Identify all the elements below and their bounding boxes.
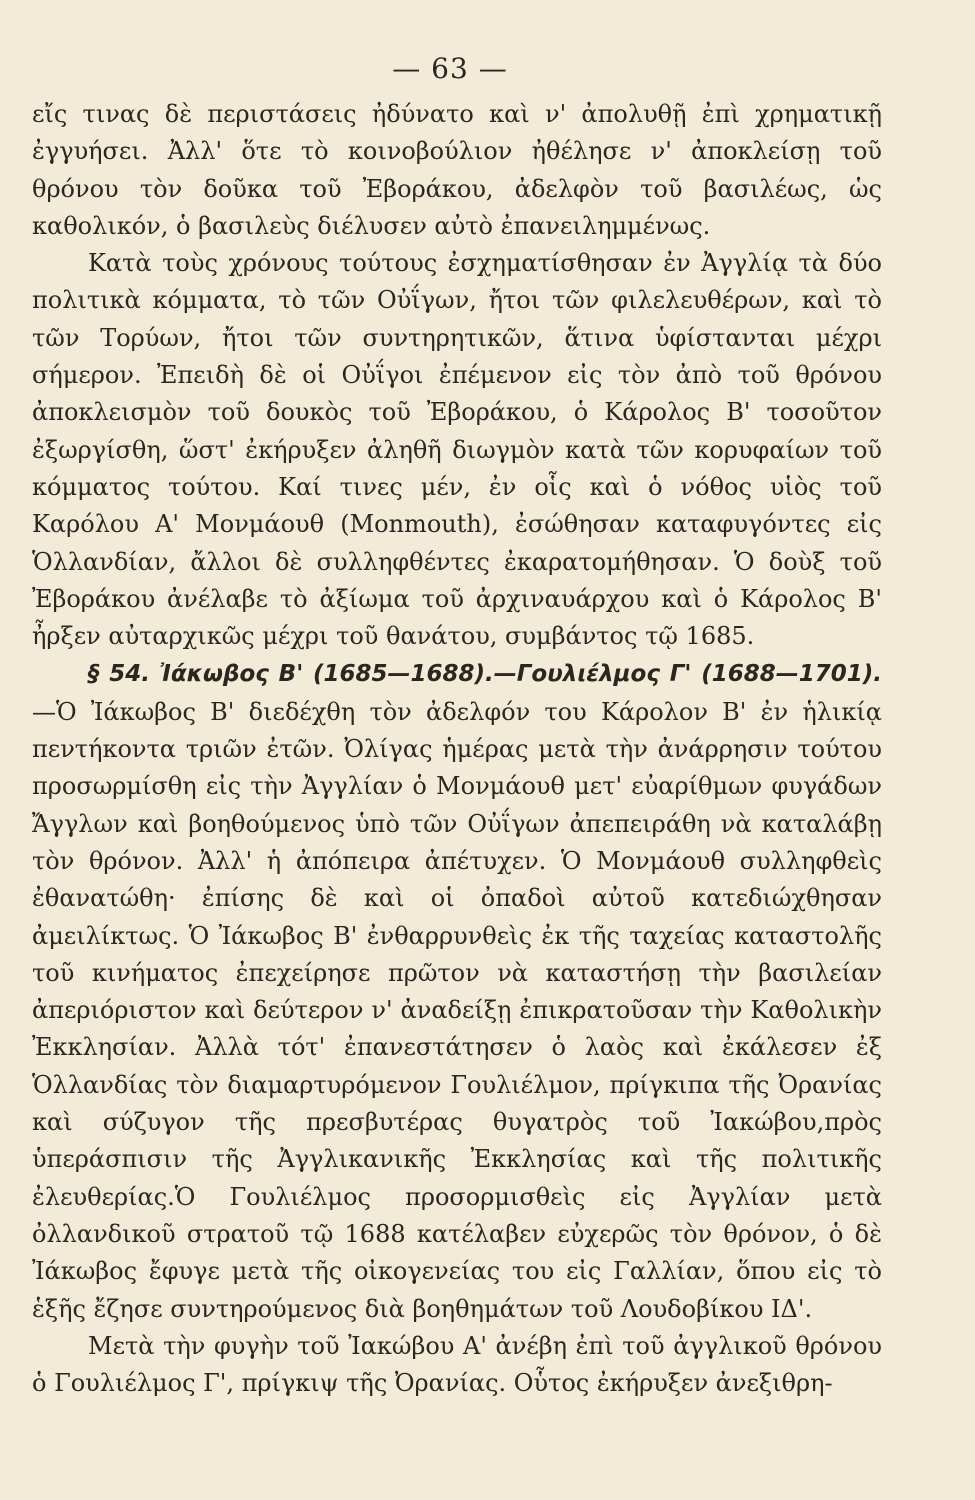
paragraph-4: Μετὰ τὴν φυγὴν τοῦ Ἰακώβου Α' ἀνέβη ἐπὶ τοῦ ἀγγλικοῦ θρόνου ὁ Γουλιέλμος Γ', πρίγκιψ τῆς Ὀρανίας. Οὗτος ἐκήρυξεν ἀνεξιθρη- bbox=[32, 1331, 882, 1398]
paragraph-3 bbox=[32, 655, 882, 1327]
page-number: — 63 — bbox=[392, 52, 508, 85]
paragraph-2: Κατὰ τοὺς χρόνους τούτους ἐσχηματίσθησαν ἐν Ἀγγλίᾳ τὰ δύο πολιτικὰ κόμματα, τὸ τῶν Οὐΐγων, ἤτοι τῶν φιλελευθέρων, καὶ τὸ τῶν Τορύων, ἤτοι τῶν συντηρητικῶν, ἅτινα ὑφίστανται μέχρι σήμερον. Ἐπειδὴ δὲ οἱ Οὐΐγοι ἐπέμενον εἰς τὸν ἀπὸ τοῦ θρόνου ἀποκλεισμὸν τοῦ δουκὸς τοῦ Ἐβοράκου, ὁ Κάρολος Β' τοσοῦτον ἐξωργίσθη, ὥστ' ἐκήρυξεν ἀληθῆ διωγμὸν κατὰ τῶν κορυφαίων τοῦ κόμματος τούτου. Καί τινες μέν, ἐν οἷς καὶ ὁ νόθος υἱὸς τοῦ Καρόλου Α' Μονμάουθ (Monmouth), ἐσώθησαν καταφυγόντες εἰς Ὁλλανδίαν, ἄλλοι δὲ συλληφθέντες ἐκαρατομήθησαν. Ὁ δοὺξ τοῦ Ἐβοράκου ἀνέλαβε τὸ ἀξίωμα τοῦ ἀρχιναυάρχου καὶ ὁ Κάρολος Β' ἦρξεν αὐταρχικῶς μέχρι τοῦ θανάτου, συμβάντος τῷ 1685. bbox=[32, 249, 882, 651]
body-text bbox=[32, 96, 882, 1402]
paragraph-1: εἴς τινας δὲ περιστάσεις ἠδύνατο καὶ ν' ἀπολυθῇ ἐπὶ χρηματικῇ ἐγγυήσει. Ἀλλ' ὅτε τὸ κοινοβούλιον ἠθέλησε ν' ἀποκλείσῃ τοῦ θρόνου τὸν δοῦκα τοῦ Ἐβοράκου, ἀδελφὸν τοῦ βασιλέως, ὡς καθολικόν, ὁ βασιλεὺς διέλυσεν αὐτὸ ἐπανειλημμένως. bbox=[32, 100, 882, 240]
section-heading: § 54. Ἰάκωβος Β' (1685—1688).—Γουλιέλμος Γ' (1688—1701). bbox=[88, 661, 882, 688]
paragraph-3-text: —Ὁ Ἰάκωβος Β' διεδέχθη τὸν ἀδελφόν του Κάρολον Β' ἐν ἡλικίᾳ πεντήκοντα τριῶν ἐτῶν. Ὀλίγας ἡμέρας μετὰ τὴν ἀνάρρησιν τούτου προσωρμίσθη εἰς τὴν Ἀγγλίαν ὁ Μονμάουθ μετ' εὐαρίθμων φυγάδων Ἄγγλων καὶ βοηθούμενος ὑπὸ τῶν Οὐΐγων ἀπεπειράθη νὰ καταλάβῃ τὸν θρόνον. Ἀλλ' ἡ ἀπόπειρα ἀπέτυχεν. Ὁ Μονμάουθ συλληφθεὶς ἐθανατώθη· ἐπίσης δὲ καὶ οἱ ὀπαδοὶ αὐτοῦ κατεδιώχθησαν ἀμειλίκτως. Ὁ Ἰάκωβος Β' ἐνθαρρυνθεὶς ἐκ τῆς ταχείας καταστολῆς τοῦ κινήματος ἐπεχείρησε πρῶτον νὰ καταστήσῃ τὴν βασιλείαν ἀπεριόριστον καὶ δεύτερον ν' ἀναδείξῃ ἐπικρατοῦσαν τὴν Καθολικὴν Ἐκκλησίαν. Ἀλλὰ τότ' ἐπανεστάτησεν ὁ λαὸς καὶ ἐκάλεσεν ἐξ Ὁλλανδίας τὸν διαμαρτυρόμενον Γουλιέλμον, πρίγκιπα τῆς Ὀρανίας καὶ σύζυγον τῆς πρεσβυτέρας θυγατρὸς τοῦ Ἰακώβου,πρὸς ὑπεράσπισιν τῆς Ἀγγλικανικῆς Ἐκκλησίας καὶ τῆς πολιτικῆς ἐλευθερίας.Ὁ Γουλιέλμος προσορμισθεὶς εἰς Ἀγγλίαν μετὰ ὀλλανδικοῦ στρατοῦ τῷ 1688 κατέλαβεν εὐχερῶς τὸν θρόνον, ὁ δὲ Ἰάκωβος ἔφυγε μετὰ τῆς οἰκογενείας του εἰς Γαλλίαν, ὅπου εἰς τὸ ἑξῆς ἔζησε συντηρούμενος διὰ βοηθημάτων τοῦ Λουδοβίκου ΙΔ'. bbox=[32, 697, 882, 1323]
